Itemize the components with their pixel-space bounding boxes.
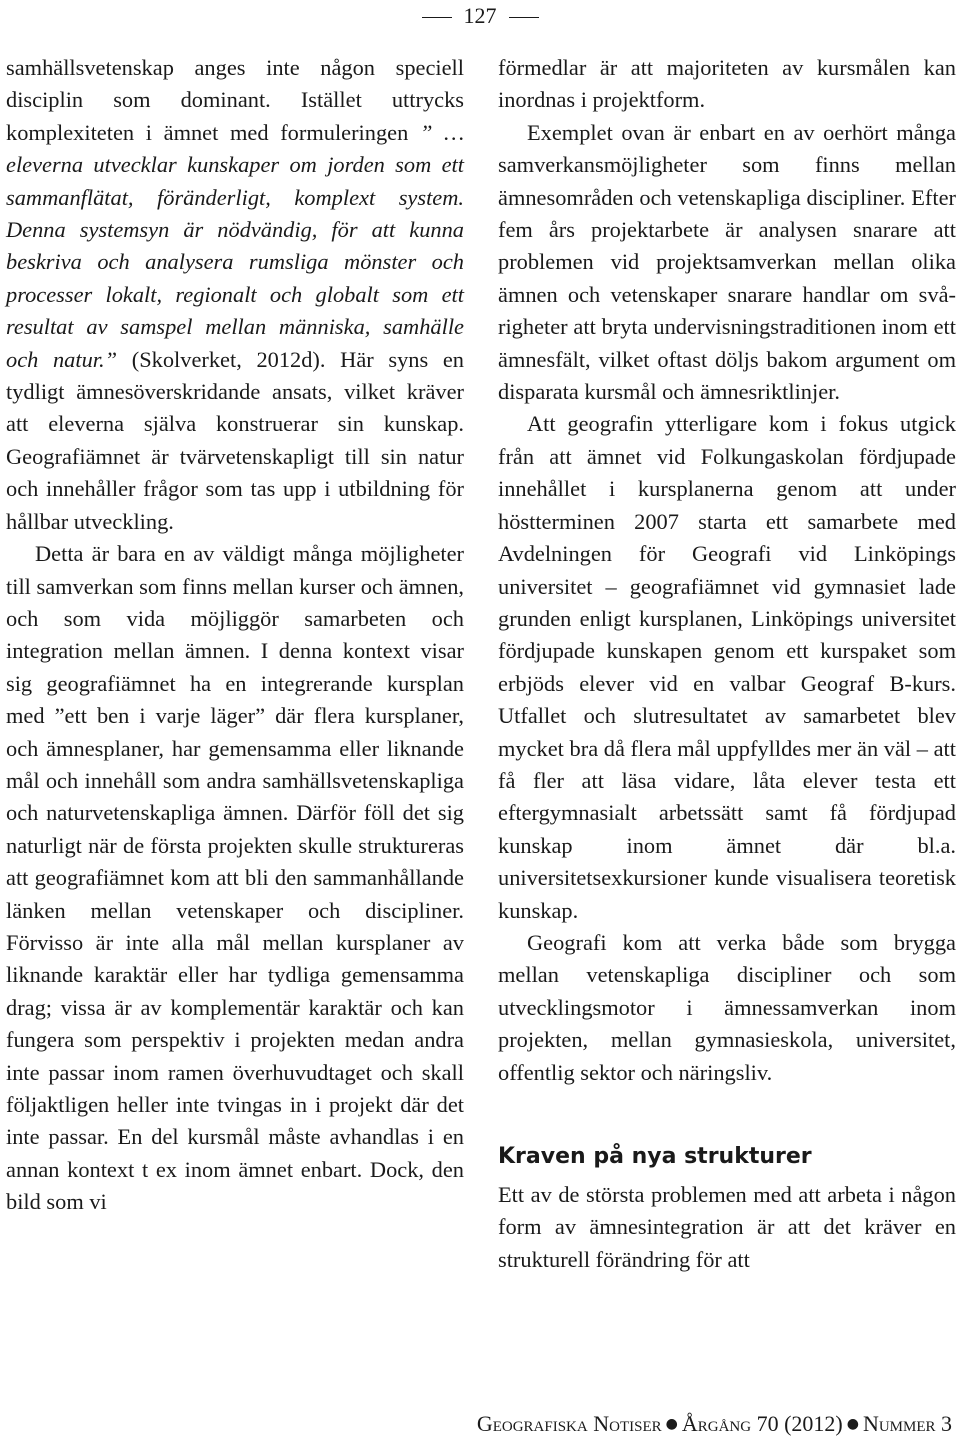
right-paragraph-1: förmedlar är att majoriteten av kursmålen kan inordnas i projektform. xyxy=(498,55,956,113)
section-heading: Kraven på nya strukturer xyxy=(498,1144,812,1169)
right-paragraph-5: Ett av de största problemen med att arbeta i någon form av ämnesintegration är att det kräver en strukturell förändring för att xyxy=(498,1182,956,1272)
left-paragraph-2: Detta är bara en av väldigt många möjligheter till samverkan som finns mellan kurser och ämnen, och som vida möjliggör samarbeten och integration mellan ämnen. I denna kontext visar sig geografiämnet ha en integrerande kursplan med ”ett ben i varje läger” där flera kursplaner, och ämnesplaner, har gemensamma eller liknande mål och innehåll som andra samhällsvetenskapliga och naturvetenskapliga ämnen. Därför föll det sig naturligt när de första projekten skulle struktureras att geografiämnet kom att bli den sammanhållande länken mellan vetenskaper och discipliner. Förvisso är inte alla mål mellan kursplaner av liknande karaktär eller har tydliga gemensamma drag; vissa är av komplementär karaktär och kan fungera som perspektiv i projekten medan andra inte passar inom ramen överhuvudtaget och skall följaktligen heller inte tvingas in i projekt där det inte passar. En del kursmål måste avhandlas i en annan kontext t ex inom ämnet enbart. Dock, den bild som vi xyxy=(6,541,464,1215)
journal-name: Geografiska Notiser xyxy=(476,1411,662,1436)
page-number-rule-right xyxy=(509,17,539,18)
left-paragraph-1-intro: samhällsvetenskap anges inte någon speciell disciplin som dominant. Istället uttrycks komplexiteten i ämnet med formuleringen xyxy=(6,55,464,145)
issue-number: Nummer 3 xyxy=(862,1411,952,1436)
right-column xyxy=(498,52,956,1276)
page-number-rule-left xyxy=(422,17,452,18)
volume-year: Årgång 70 (2012) xyxy=(681,1411,843,1436)
footer-bullet-icon: ● xyxy=(665,1416,678,1432)
running-footer xyxy=(477,1410,952,1438)
right-paragraph-4: Geografi kom att verka både som brygga mellan vetenskapliga discipliner och som utvecklingsmotor i ämnessamverkan inom projekten, mellan gymnasieskola, universitet, offentlig sektor och näringsliv. xyxy=(498,929,956,1085)
page-number xyxy=(0,2,960,30)
right-paragraph-3: Att geografin ytterligare kom i fokus utgick från att ämnet vid Folkungaskolan fördjupade innehållet i kursplanerna genom att under höstterminen 2007 starta ett samarbete med Avdelningen för Geografi vid Linköpings universitet – geografiämnet vid gymnasiet lade grunden enligt kursplanen, Linköpings universitet fördjupade kunskapen genom ett kurspaket som erbjöds elever vid en valbar Geograf B-kurs. Utfallet och slutresultatet av samarbetet blev mycket bra då flera mål uppfylldes mer än väl – att få fler att läsa vidare, låta elever testa ett eftergymnasialt arbetssätt samt få fördjupad kunskap inom ämnet där bl.a. universitetsexkursioner kunde visualisera teoretisk kunskap. xyxy=(498,411,956,923)
right-paragraph-2: Exemplet ovan är enbart en av oerhört många samverkansmöjligheter som finns mellan ämnesområden och vetenskapliga discipliner. Efter fem års projektarbete är analysen snarare att problemen vid projektsamverkan mellan olika ämnen och vetenskaper snarare handlar om svårigheter att bryta undervisningstraditionen inom ett ämnesfält, vilket oftast döljs bakom argument om disparata kursmål och ämnesriktlinjer. xyxy=(498,119,956,405)
left-paragraph-1 xyxy=(6,52,464,538)
left-paragraph-1-rest: (Skolverket, 2012d). Här syns en tydligt ämnesöverskridande ansats, vilket kräver att eleverna själva konstruerar sin kunskap. Geografiämnet är tvärvetenskapligt till sin natur och innehåller frågor som tas upp i utbildning för hållbar utveckling. xyxy=(6,346,464,534)
curriculum-quote: ” … eleverna utvecklar kunskaper om jorden som ett sammanflätat, föränderligt, komplext system. Denna systemsyn är nödvändig, för att kunna beskriva och analysera rumsliga mönster och processer lokalt, regionalt och globalt som ett resultat av samspel mellan människa, samhälle och natur.” xyxy=(6,119,464,372)
page-number-text: 127 xyxy=(463,3,497,28)
left-column xyxy=(6,52,464,1219)
footer-bullet-icon: ● xyxy=(846,1416,859,1432)
